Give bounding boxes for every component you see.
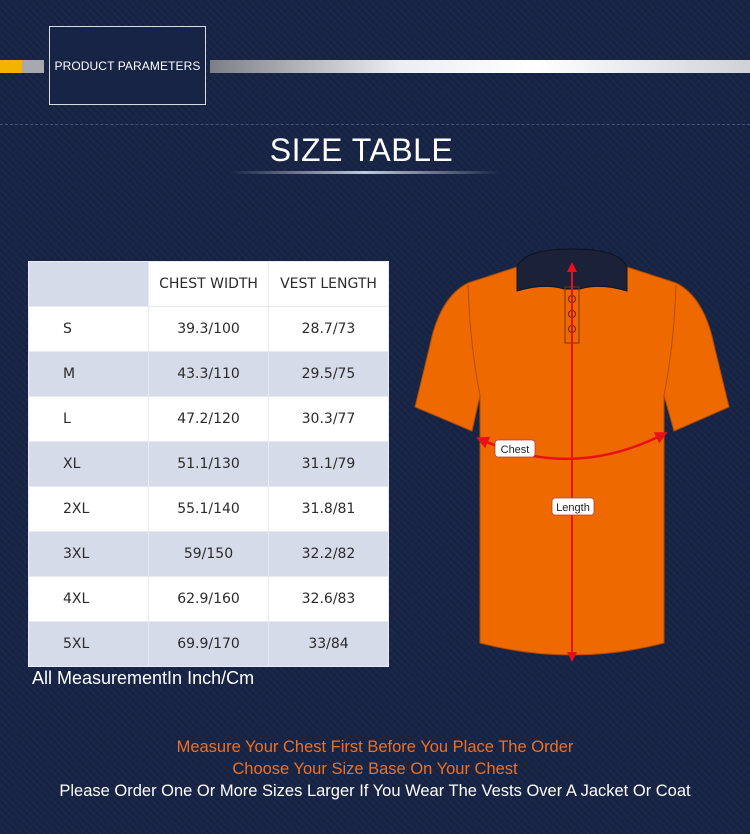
size-cell: L	[29, 397, 149, 442]
vest-length-cell: 29.5/75	[269, 352, 389, 397]
vest-length-cell: 31.1/79	[269, 442, 389, 487]
vest-length-cell: 33/84	[269, 622, 389, 667]
size-cell: 4XL	[29, 577, 149, 622]
footer-line-2: Choose Your Size Base On Your Chest	[232, 760, 518, 778]
product-parameters-badge	[49, 26, 206, 105]
footer-line-1: Measure Your Chest First Before You Place The Order	[176, 738, 574, 756]
size-cell: S	[29, 307, 149, 352]
table-header-row	[29, 262, 389, 307]
size-cell: 2XL	[29, 487, 149, 532]
length-label: Length	[556, 502, 590, 514]
table-row	[29, 622, 389, 667]
table-row	[29, 307, 389, 352]
table-row	[29, 532, 389, 577]
title-underline	[230, 171, 500, 174]
page-title: SIZE TABLE	[269, 132, 454, 168]
table-row	[29, 397, 389, 442]
product-parameters-label: PRODUCT PARAMETERS	[54, 58, 201, 73]
measurement-unit-note: All MeasurementIn Inch/Cm	[32, 668, 255, 688]
chest-label: Chest	[500, 444, 530, 456]
vest-length-cell: 28.7/73	[269, 307, 389, 352]
footer-line-3: Please Order One Or More Sizes Larger If You Wear The Vests Over A Jacket Or Coat	[59, 782, 691, 800]
section-divider	[0, 124, 750, 125]
table-row	[29, 577, 389, 622]
vest-length-cell: 30.3/77	[269, 397, 389, 442]
size-cell: M	[29, 352, 149, 397]
header-gray-bar	[22, 60, 44, 73]
size-cell: 5XL	[29, 622, 149, 667]
header-silver-bar	[210, 60, 750, 73]
chest-width-cell: 59/150	[149, 532, 269, 577]
chest-width-cell: 62.9/160	[149, 577, 269, 622]
chest-width-cell: 47.2/120	[149, 397, 269, 442]
table-row	[29, 442, 389, 487]
size-cell: 3XL	[29, 532, 149, 577]
size-cell: XL	[29, 442, 149, 487]
chest-width-cell: 43.3/110	[149, 352, 269, 397]
chest-width-cell: 39.3/100	[149, 307, 269, 352]
polo-shirt-diagram	[412, 245, 732, 665]
chest-width-cell: 69.9/170	[149, 622, 269, 667]
vest-length-cell: 32.6/83	[269, 577, 389, 622]
chest-width-cell: 51.1/130	[149, 442, 269, 487]
header-accent-bar	[0, 60, 22, 73]
column-header-vest-length: VEST LENGTH	[269, 262, 389, 307]
table-row	[29, 487, 389, 532]
chest-width-cell: 55.1/140	[149, 487, 269, 532]
table-header-corner	[29, 262, 149, 307]
column-header-chest-width: CHEST WIDTH	[149, 262, 269, 307]
table-row	[29, 352, 389, 397]
vest-length-cell: 32.2/82	[269, 532, 389, 577]
size-table	[28, 261, 389, 667]
vest-length-cell: 31.8/81	[269, 487, 389, 532]
